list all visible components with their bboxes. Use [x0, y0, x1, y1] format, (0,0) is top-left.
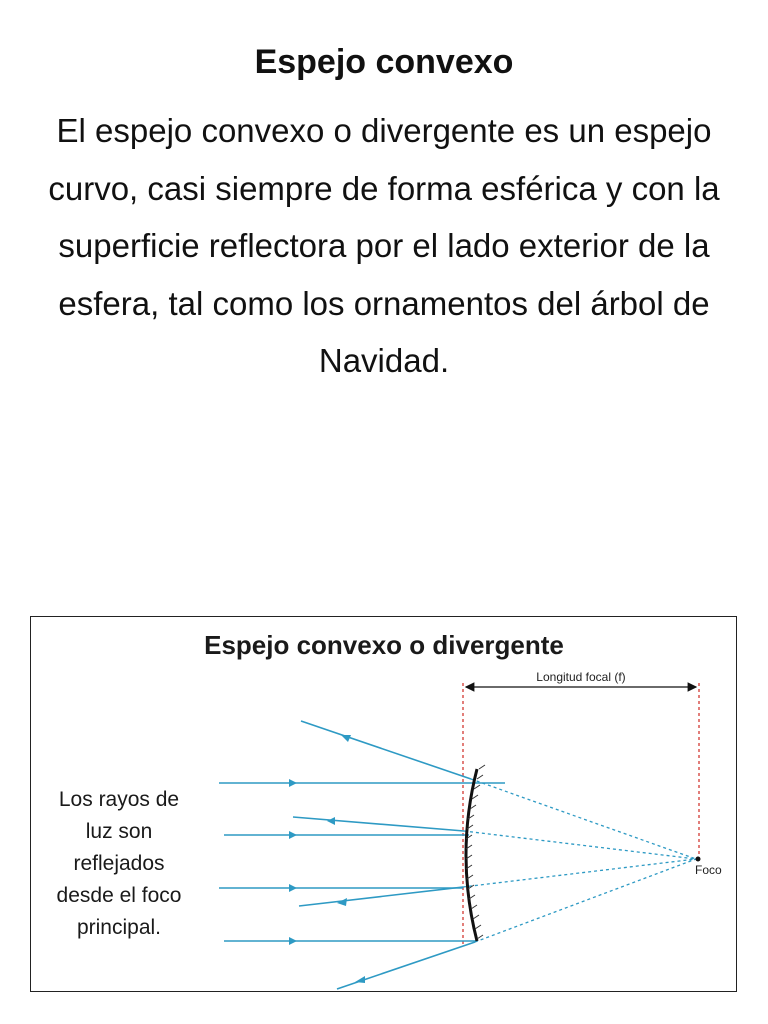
page-title: Espejo convexo	[254, 43, 514, 81]
ray-arrowhead	[289, 884, 297, 892]
side-caption	[57, 788, 182, 939]
convex-mirror-diagram	[31, 617, 738, 993]
ray-arrowhead	[355, 976, 365, 983]
incident-rays	[219, 779, 505, 945]
ray-arrowhead	[327, 817, 335, 825]
virtual-rays	[463, 779, 696, 942]
focus-label: Foco	[695, 863, 722, 877]
reflected-ray	[293, 817, 464, 831]
side-caption-line: desde el foco	[56, 884, 182, 907]
side-caption-line: reflejados	[73, 852, 165, 875]
reflected-rays	[293, 721, 475, 989]
ray-arrowhead	[289, 779, 297, 787]
reflected-ray	[301, 721, 471, 779]
side-caption-line: Los rayos de	[58, 788, 180, 811]
ray-arrowhead	[289, 831, 297, 839]
ray-arrowhead	[341, 735, 351, 742]
diagram-figure	[30, 616, 737, 992]
intro-paragraph: El espejo convexo o divergente es un espejo curvo, casi siempre de forma esférica y con la superficie reflectora por el lado exterior de la esfera, tal como los ornamentos del árbol de Navidad.	[48, 112, 720, 379]
focal-length-guide	[463, 670, 699, 947]
reflected-ray	[299, 887, 463, 906]
convex-mirror	[466, 765, 485, 941]
focus-point	[695, 857, 722, 878]
focal-length-label: Longitud focal (f)	[536, 670, 626, 684]
side-caption-line: principal.	[76, 916, 162, 939]
ray-arrowhead	[289, 937, 297, 945]
diagram-title: Espejo convexo o divergente	[204, 630, 564, 660]
side-caption-line: luz son	[85, 820, 153, 843]
